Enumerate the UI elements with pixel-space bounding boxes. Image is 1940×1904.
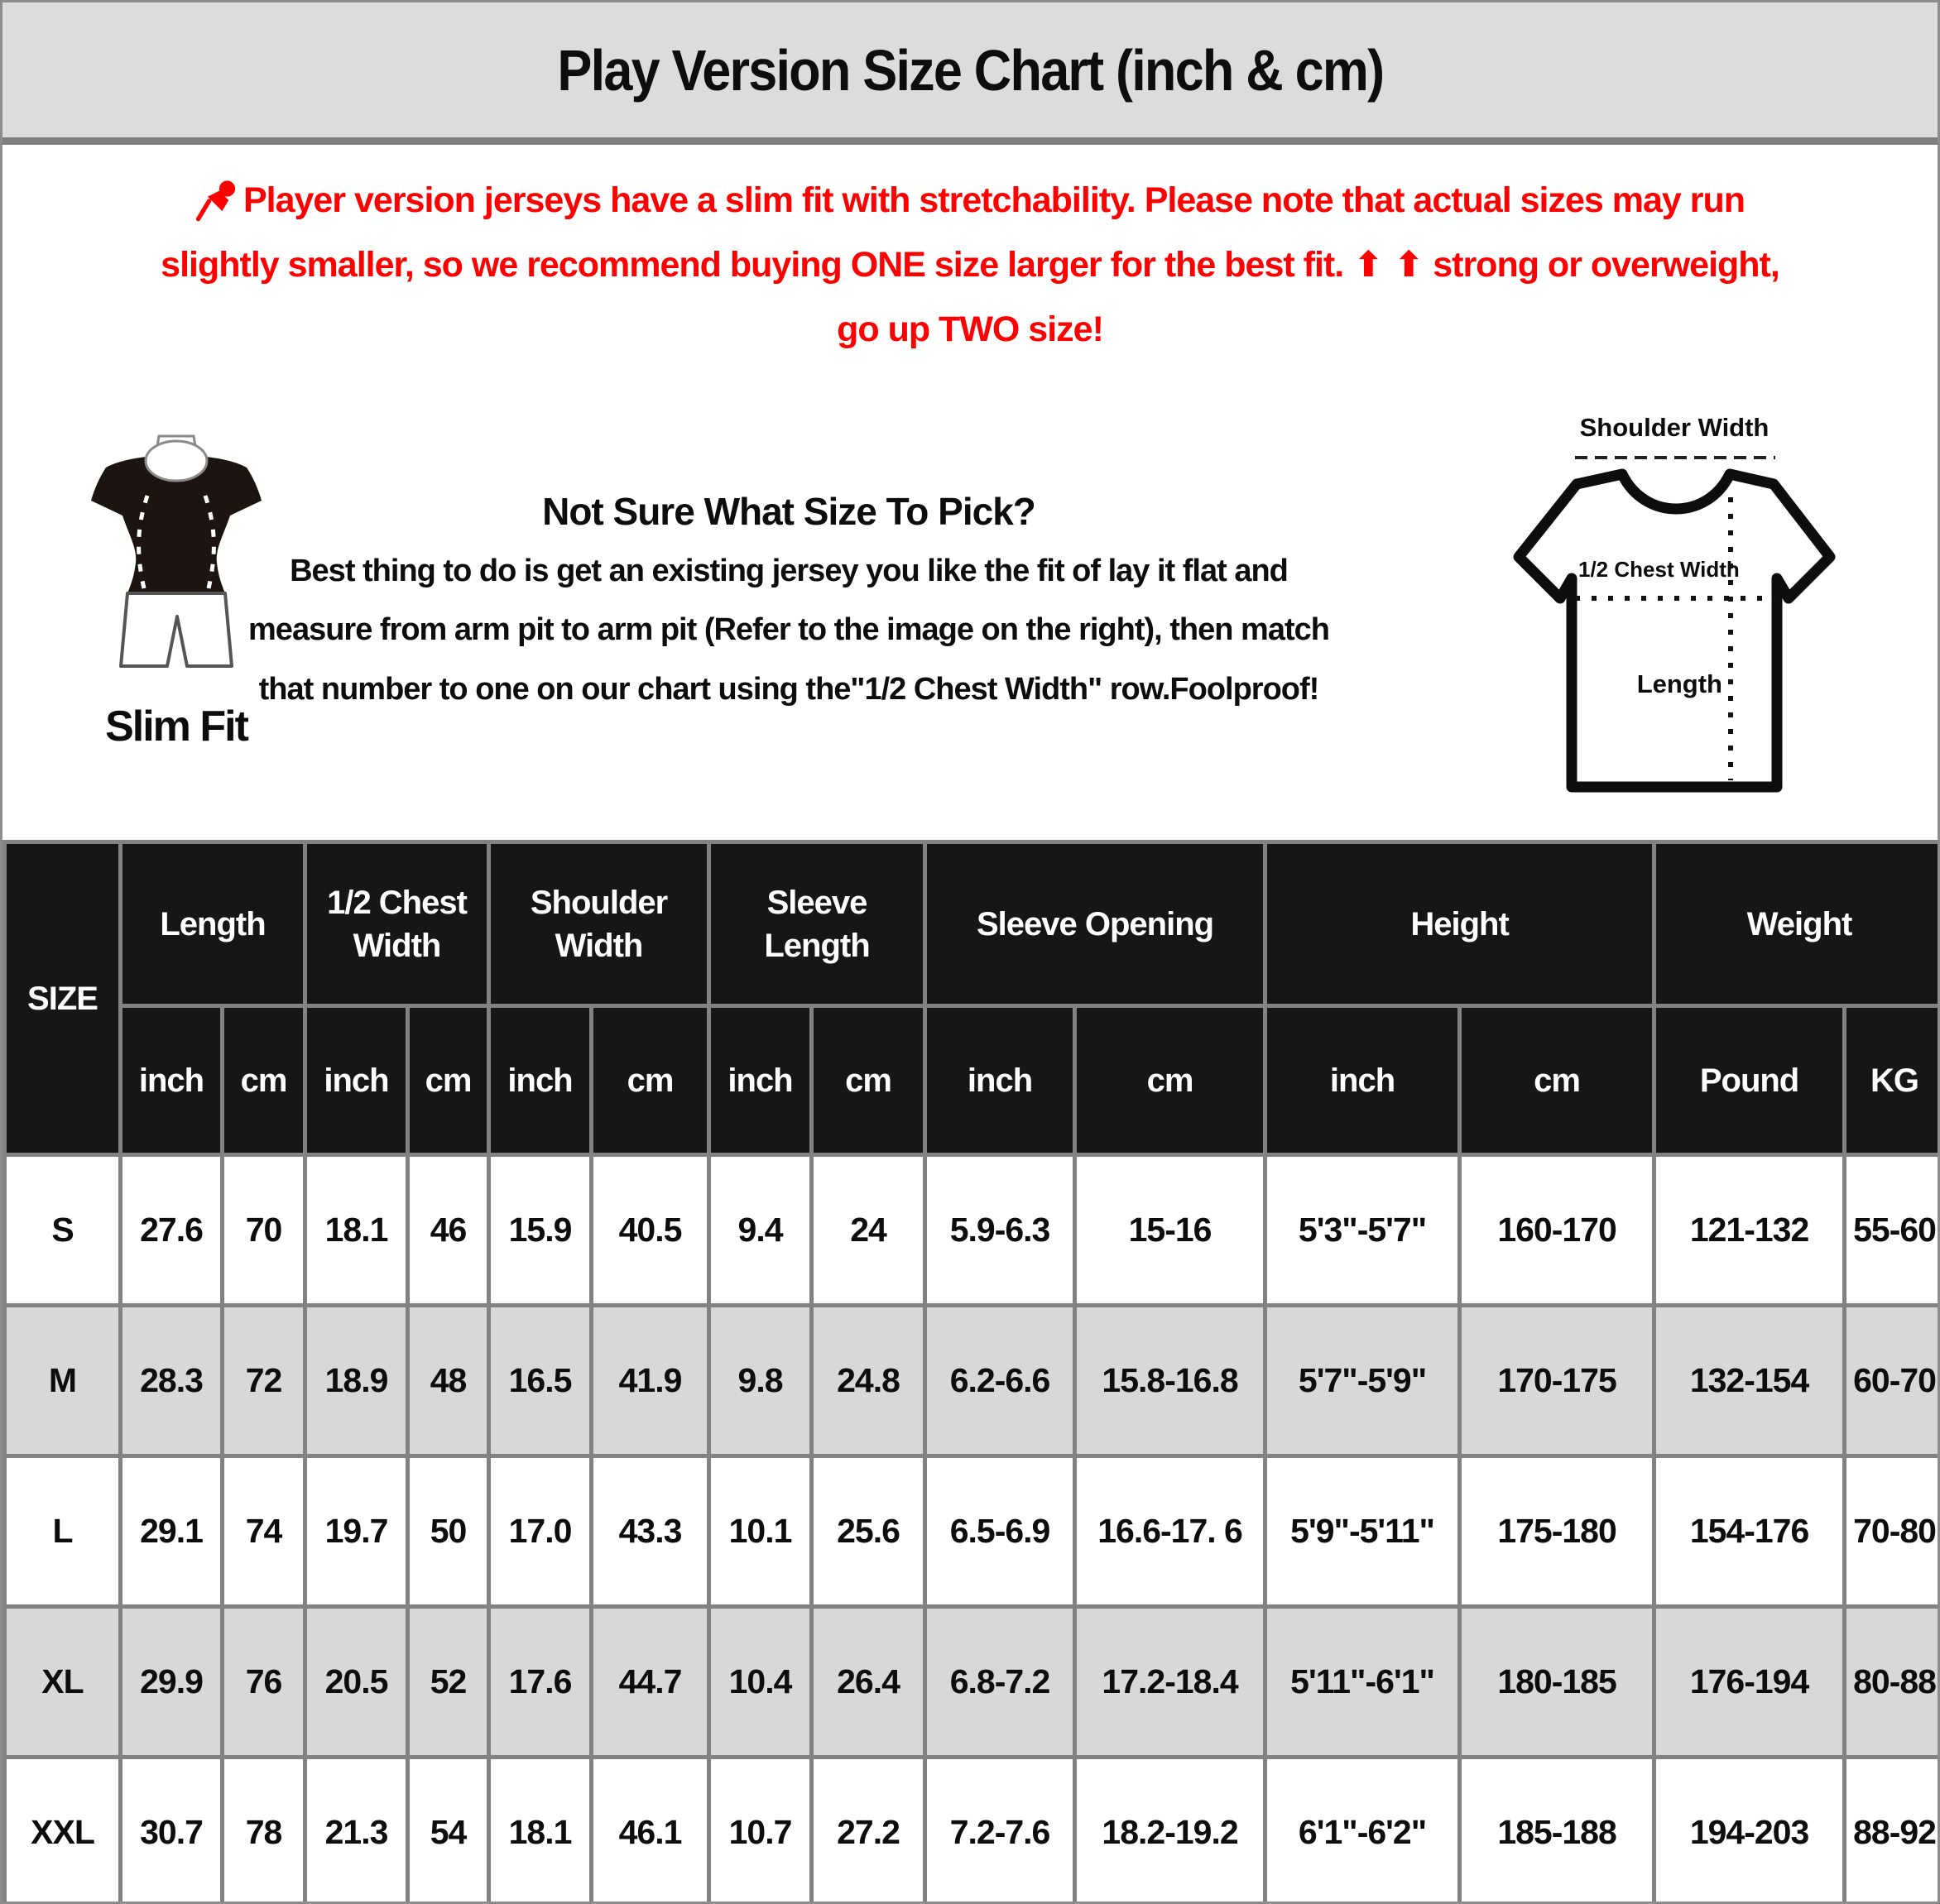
tshirt-diagram-icon [1510, 400, 1858, 834]
table-cell: 25.6 [812, 1456, 925, 1607]
table-row-xxl [5, 1758, 1940, 1904]
table-cell: 30.7 [121, 1758, 223, 1904]
table-row-xl [5, 1607, 1940, 1758]
table-cell: 52 [408, 1607, 489, 1758]
table-cell: 18.9 [305, 1306, 408, 1456]
size-table [2, 840, 1940, 1904]
half-chest-width-label: 1/2 Chest Width [1578, 557, 1740, 582]
table-row-m [5, 1306, 1940, 1456]
table-cell: 72 [223, 1306, 305, 1456]
table-cell: 70 [223, 1155, 305, 1306]
column-header-sleeve-opening: Sleeve Opening [925, 842, 1265, 1006]
table-cell: 18.1 [305, 1155, 408, 1306]
guide-body: Best thing to do is get an existing jersey you like the fit of lay it flat and measure from arm pit to arm pit (Refer to the image on the right), then match that number to one on our chart using the"1/2 Chest Width" row.Foolproof! [248, 554, 1329, 707]
notice-line-2-post: strong or overweight, [1433, 245, 1779, 285]
table-cell: 132-154 [1654, 1306, 1845, 1456]
slim-fit-label: Slim Fit [105, 703, 247, 751]
length-label: Length [1636, 669, 1722, 698]
table-cell: 18.2-19.2 [1075, 1758, 1265, 1904]
table-cell: 176-194 [1654, 1607, 1845, 1758]
table-cell: 74 [223, 1456, 305, 1607]
table-cell: 10.4 [709, 1607, 812, 1758]
table-cell: 5'7"-5'9" [1265, 1306, 1460, 1456]
table-cell: 70-80 [1845, 1456, 1940, 1607]
unit-header: cm [592, 1006, 709, 1155]
unit-header: inch [1265, 1006, 1460, 1155]
unit-header: inch [305, 1006, 408, 1155]
table-cell: 5'9"-5'11" [1265, 1456, 1460, 1607]
table-cell: 41.9 [592, 1306, 709, 1456]
table-cell: 44.7 [592, 1607, 709, 1758]
table-cell: 88-92 [1845, 1758, 1940, 1904]
notice-line-1 [2, 168, 1938, 233]
table-cell: 5'11"-6'1" [1265, 1607, 1460, 1758]
page-title: Play Version Size Chart (inch & cm) [557, 37, 1383, 103]
table-cell: 6.8-7.2 [925, 1607, 1075, 1758]
unit-header: cm [812, 1006, 925, 1155]
size-cell: XXL [5, 1758, 121, 1904]
table-cell: 16.6-17. 6 [1075, 1456, 1265, 1607]
column-header-sleeve-length: Sleeve Length [709, 842, 925, 1006]
table-cell: 15-16 [1075, 1155, 1265, 1306]
notice-line-3: go up TWO size! [837, 309, 1103, 349]
size-cell: M [5, 1306, 121, 1456]
unit-header: cm [223, 1006, 305, 1155]
unit-header: inch [925, 1006, 1075, 1155]
table-cell: 19.7 [305, 1456, 408, 1607]
table-cell: 76 [223, 1607, 305, 1758]
table-cell: 78 [223, 1758, 305, 1904]
table-cell: 80-88 [1845, 1607, 1940, 1758]
column-header-height: Height [1265, 842, 1654, 1006]
table-cell: 46 [408, 1155, 489, 1306]
table-cell: 9.4 [709, 1155, 812, 1306]
table-units-row [5, 1006, 1940, 1155]
column-header-half-chest-width: 1/2 Chest Width [305, 842, 489, 1006]
table-cell: 55-60 [1845, 1155, 1940, 1306]
table-cell: 5'3"-5'7" [1265, 1155, 1460, 1306]
table-cell: 20.5 [305, 1607, 408, 1758]
unit-header: inch [121, 1006, 223, 1155]
unit-header: KG [1845, 1006, 1940, 1155]
table-cell: 24 [812, 1155, 925, 1306]
table-row-l [5, 1456, 1940, 1607]
notice-line-2-pre: slightly smaller, so we recommend buying ONE size larger for the best fit. [161, 245, 1344, 285]
table-cell: 17.2-18.4 [1075, 1607, 1265, 1758]
table-cell: 160-170 [1460, 1155, 1654, 1306]
measurement-diagram [1510, 400, 1858, 834]
title-bar [2, 2, 1938, 145]
table-cell: 18.1 [489, 1758, 592, 1904]
up-arrows-icon: ⬆ ⬆ [1353, 244, 1424, 285]
table-cell: 121-132 [1654, 1155, 1845, 1306]
notice-line-1-text: Player version jerseys have a slim fit with stretchability. Please note that actual sizes may run [242, 180, 1746, 220]
unit-header: cm [408, 1006, 489, 1155]
table-cell: 10.1 [709, 1456, 812, 1607]
size-cell: L [5, 1456, 121, 1607]
table-cell: 29.1 [121, 1456, 223, 1607]
shoulder-width-label: Shoulder Width [1579, 413, 1770, 442]
table-group-header-row [5, 842, 1940, 1006]
table-cell: 29.9 [121, 1607, 223, 1758]
table-cell: 60-70 [1845, 1306, 1940, 1456]
table-cell: 17.6 [489, 1607, 592, 1758]
table-cell: 6.5-6.9 [925, 1456, 1075, 1607]
unit-header: inch [709, 1006, 812, 1155]
unit-header: cm [1460, 1006, 1654, 1155]
table-cell: 26.4 [812, 1607, 925, 1758]
column-header-length: Length [121, 842, 305, 1006]
unit-header: cm [1075, 1006, 1265, 1155]
table-cell: 6.2-6.6 [925, 1306, 1075, 1456]
table-cell: 50 [408, 1456, 489, 1607]
table-cell: 15.9 [489, 1155, 592, 1306]
table-cell: 27.2 [812, 1758, 925, 1904]
table-cell: 48 [408, 1306, 489, 1456]
table-cell: 180-185 [1460, 1607, 1654, 1758]
table-cell: 17.0 [489, 1456, 592, 1607]
table-cell: 175-180 [1460, 1456, 1654, 1607]
size-guide [226, 489, 1352, 719]
column-header-weight: Weight [1654, 842, 1940, 1006]
table-cell: 6'1"-6'2" [1265, 1758, 1460, 1904]
table-cell: 7.2-7.6 [925, 1758, 1075, 1904]
table-cell: 15.8-16.8 [1075, 1306, 1265, 1456]
size-cell: XL [5, 1607, 121, 1758]
unit-header: inch [489, 1006, 592, 1155]
table-cell: 154-176 [1654, 1456, 1845, 1607]
table-cell: 28.3 [121, 1306, 223, 1456]
table-cell: 46.1 [592, 1758, 709, 1904]
size-cell: S [5, 1155, 121, 1306]
notice [2, 168, 1938, 362]
table-cell: 194-203 [1654, 1758, 1845, 1904]
column-header-shoulder-width: Shoulder Width [489, 842, 709, 1006]
table-cell: 21.3 [305, 1758, 408, 1904]
table-cell: 43.3 [592, 1456, 709, 1607]
table-cell: 170-175 [1460, 1306, 1654, 1456]
table-cell: 16.5 [489, 1306, 592, 1456]
guide-heading: Not Sure What Size To Pick? [542, 490, 1035, 533]
table-row-s [5, 1155, 1940, 1306]
notice-line-2 [2, 233, 1938, 297]
table-cell: 185-188 [1460, 1758, 1654, 1904]
column-header-size: SIZE [5, 842, 121, 1155]
table-cell: 5.9-6.3 [925, 1155, 1075, 1306]
table-cell: 9.8 [709, 1306, 812, 1456]
table-cell: 27.6 [121, 1155, 223, 1306]
table-cell: 54 [408, 1758, 489, 1904]
table-cell: 10.7 [709, 1758, 812, 1904]
unit-header: Pound [1654, 1006, 1845, 1155]
table-cell: 40.5 [592, 1155, 709, 1306]
pushpin-icon [195, 177, 242, 223]
table-cell: 24.8 [812, 1306, 925, 1456]
